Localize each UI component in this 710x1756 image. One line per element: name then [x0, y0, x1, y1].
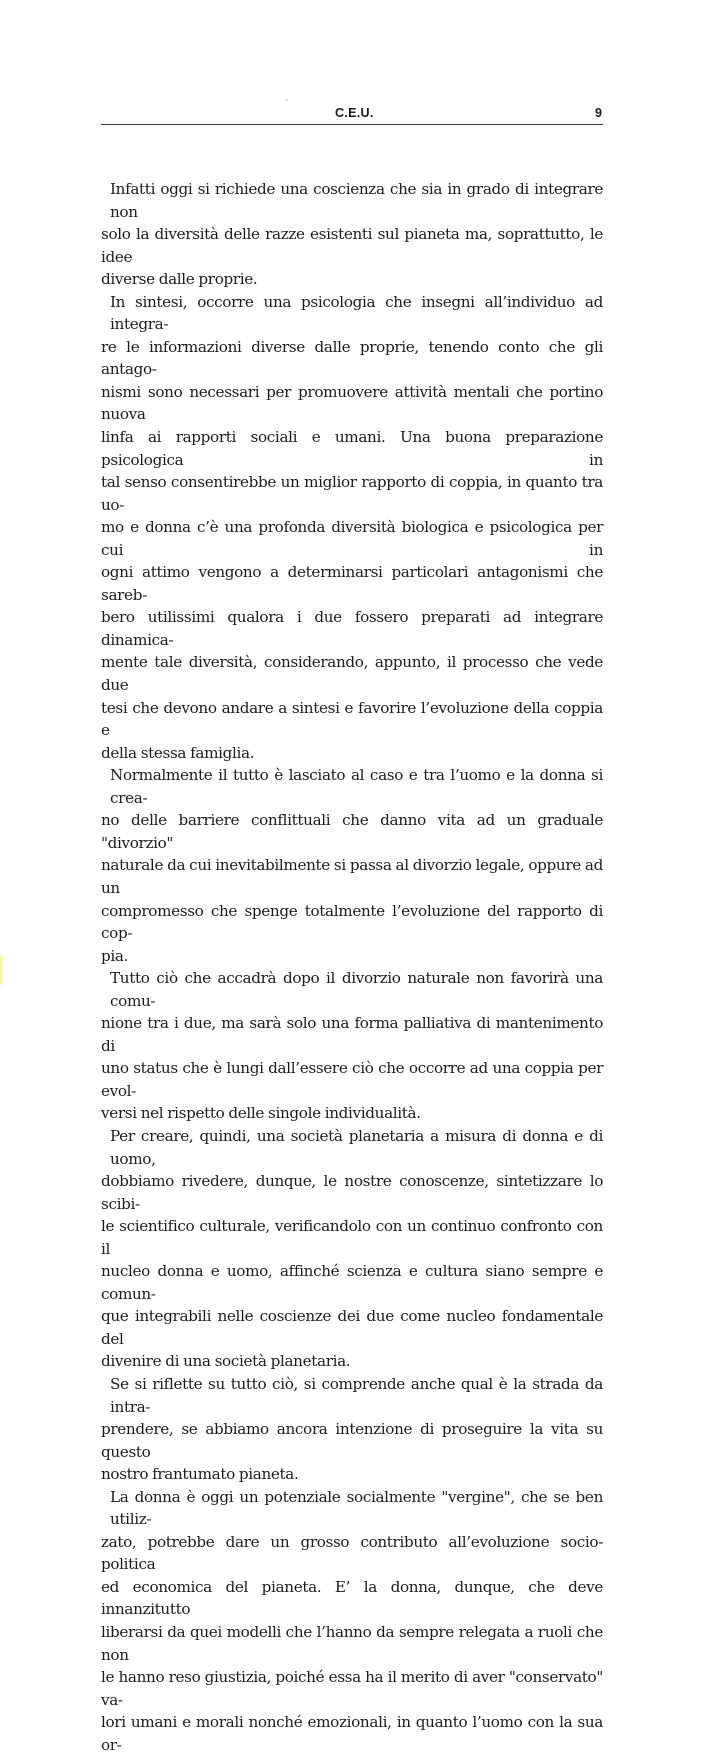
text-line: mo e donna c’è una profonda diversità biologica e psicologica per cui in — [101, 518, 603, 559]
text-line: que integrabili nelle coscienze dei due come nucleo fondamentale del — [101, 1307, 603, 1348]
text-line: Normalmente il tutto è lasciato al caso e tra l’uomo e la donna si crea- — [110, 766, 603, 807]
text-line: prendere, se abbiamo ancora intenzione di proseguire la vita su questo — [101, 1420, 603, 1461]
text-line: tal senso consentirebbe un miglior rapporto di coppia, in quanto tra uo- — [101, 473, 603, 514]
page-header — [101, 104, 603, 125]
text-line: lori umani e morali nonché emozionali, in quanto l’uomo con la sua or- — [101, 1713, 603, 1754]
text-line: no delle barriere conflittuali che danno vita ad un graduale "divorzio" — [101, 811, 603, 852]
text-line: liberarsi da quei modelli che l’hanno da sempre relegata a ruoli che non — [101, 1623, 603, 1664]
text-line: divenire di una società planetaria. — [101, 1352, 351, 1371]
paragraph — [101, 291, 603, 764]
text-line: bero utilissimi qualora i due fossero preparati ad integrare dinamica- — [101, 608, 603, 649]
text-line: nione tra i due, ma sarà solo una forma palliativa di mantenimento di — [101, 1014, 603, 1055]
text-line: Tutto ciò che accadrà dopo il divorzio naturale non favorirà una comu- — [110, 969, 603, 1010]
text-line: La donna è oggi un potenziale socialmente "vergine", che se ben utiliz- — [110, 1487, 603, 1529]
text-line: ogni attimo vengono a determinarsi particolari antagonismi che sareb- — [101, 563, 603, 604]
paragraph — [101, 1373, 603, 1486]
text-line: In sintesi, occorre una psicologia che insegni all’individuo ad integra- — [110, 292, 603, 334]
paragraph — [101, 178, 603, 291]
text-line: Se si riflette su tutto ciò, si comprende anche qual è la strada da intra- — [110, 1374, 603, 1416]
paragraph — [101, 1125, 603, 1373]
text-line: le scientifico culturale, verificandolo con un continuo confronto con il — [101, 1217, 603, 1258]
text-line: della stessa famiglia. — [101, 743, 255, 762]
text-line: ed economica del pianeta. E’ la donna, dunque, che deve innanzitutto — [101, 1577, 603, 1619]
text-line: Infatti oggi si richiede una coscienza che sia in grado di integrare non — [110, 180, 603, 221]
text-line: solo la diversità delle razze esistenti sul pianeta ma, soprattutto, le idee — [101, 225, 603, 266]
text-line: linfa ai rapporti sociali e umani. Una buona preparazione psicologica in — [101, 428, 603, 469]
paragraph — [101, 1486, 603, 1756]
text-line: zato, potrebbe dare un grosso contributo all’evoluzione socio-politica — [101, 1532, 603, 1574]
text-line: tesi che devono andare a sintesi e favorire l’evoluzione della coppia e — [101, 698, 603, 740]
running-title: C.E.U. — [335, 106, 374, 120]
page-number: 9 — [595, 106, 602, 120]
paragraph — [101, 967, 603, 1125]
body-text — [101, 178, 603, 1756]
text-line: versi nel rispetto delle singole individualità. — [101, 1104, 421, 1123]
scan-speck — [286, 99, 288, 101]
paragraph — [101, 764, 603, 967]
text-line: naturale da cui inevitabilmente si passa al divorzio legale, oppure ad un — [101, 856, 603, 897]
text-line: mente tale diversità, considerando, appunto, il processo che vede due — [101, 653, 603, 695]
scan-artifact — [0, 955, 5, 985]
text-line: re le informazioni diverse dalle proprie, tenendo conto che gli antago- — [101, 337, 603, 379]
text-line: Per creare, quindi, una società planetaria a misura di donna e di uomo, — [110, 1126, 603, 1168]
text-line: uno status che è lungi dall’essere ciò che occorre ad una coppia per evol- — [101, 1059, 603, 1100]
text-line: pia. — [101, 946, 129, 965]
text-line: compromesso che spenge totalmente l’evoluzione del rapporto di cop- — [101, 901, 603, 943]
text-line: diverse dalle proprie. — [101, 270, 258, 289]
text-line: nostro frantumato pianeta. — [101, 1465, 299, 1484]
text-line: nismi sono necessari per promuovere attività mentali che portino nuova — [101, 382, 603, 424]
text-line: dobbiamo rivedere, dunque, le nostre conoscenze, sintetizzare lo scibi- — [101, 1172, 603, 1213]
text-line: le hanno reso giustizia, poiché essa ha il merito di aver "conservato" va- — [101, 1668, 603, 1709]
text-line: nucleo donna e uomo, affinché scienza e cultura siano sempre e comun- — [101, 1262, 603, 1303]
